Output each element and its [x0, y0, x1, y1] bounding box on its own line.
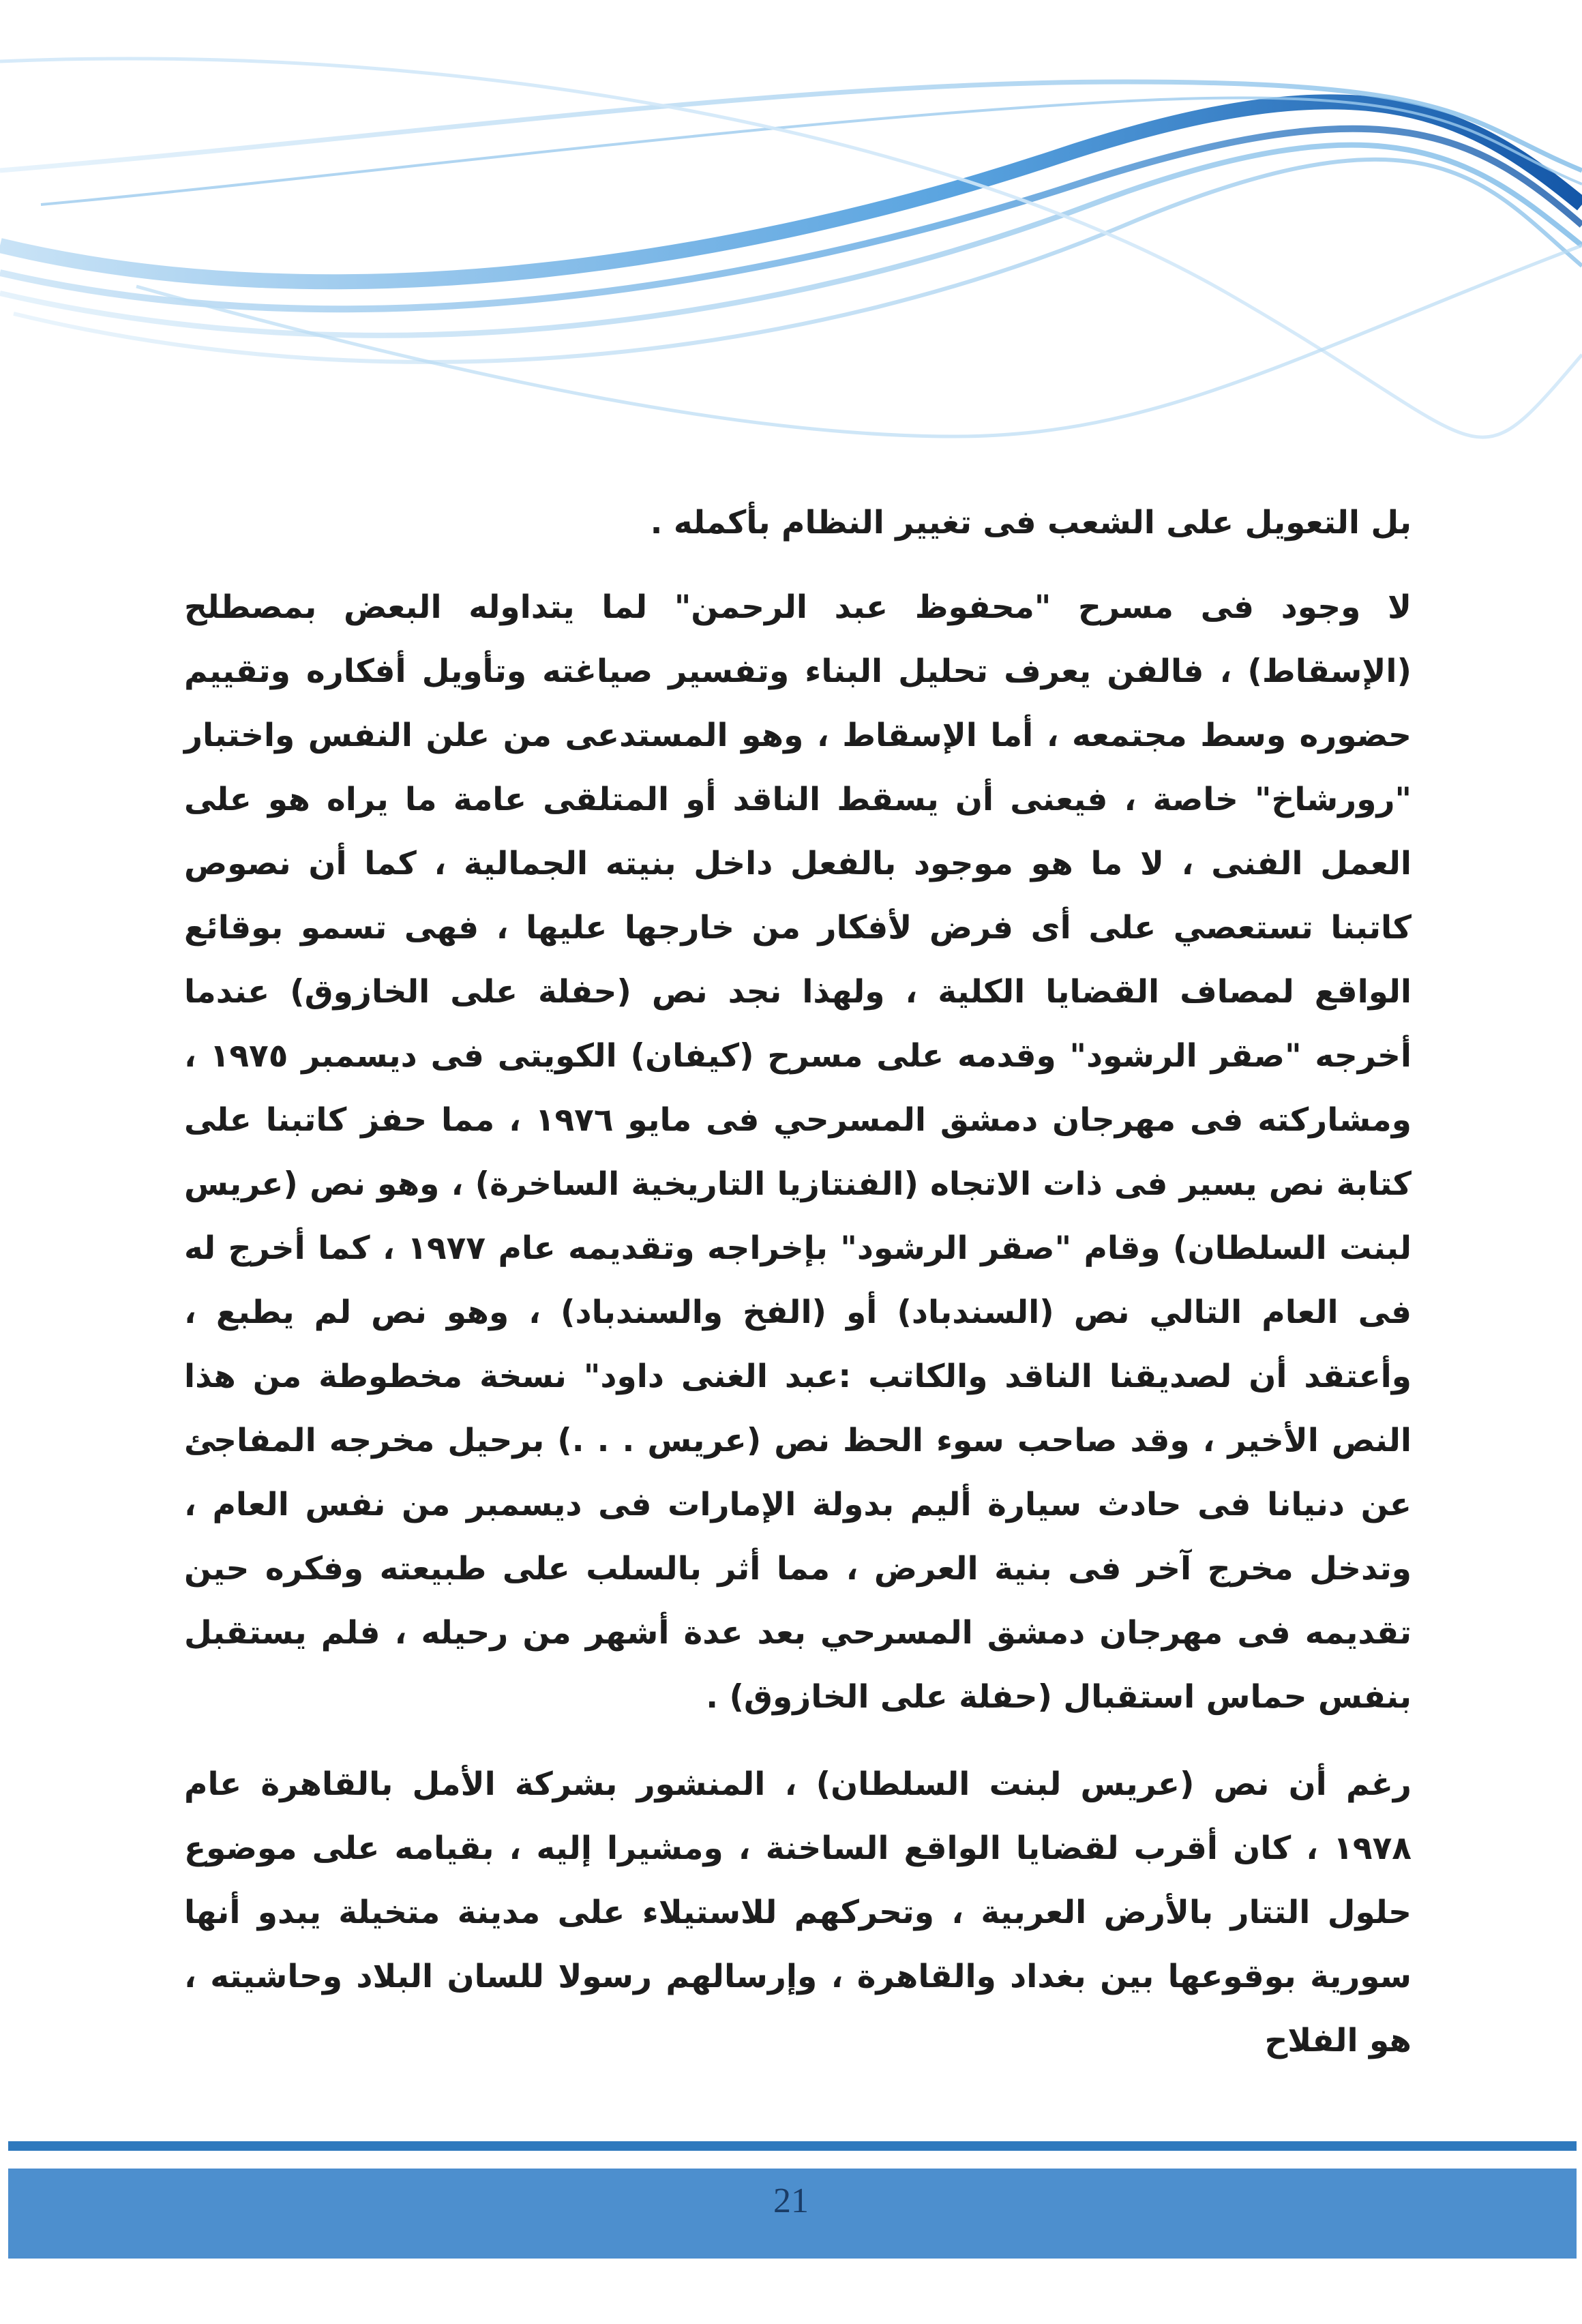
paragraph: رغم أن نص (عريس لبنت السلطان) ، المنشور بشركة الأمل بالقاهرة عام ١٩٧٨ ، كان أقرب لقضايا الواقع الساخنة ، ومشيرا إليه ، بقيامه على موضوع حلول التتار بالأرض العربية ، وتحركهم للاستيلاء على مدينة متخيلة يبدو أنها سورية بوقوعها بين بغداد والقاهرة ، وإرسالهم رسولا للسان البلاد وحاشيته ، هو الفلاح: [184, 1766, 1412, 2059]
page-number: 21: [773, 2181, 809, 2220]
wave-line: [41, 98, 1582, 205]
article-body: [184, 491, 1412, 2073]
paragraph: لا وجود فى مسرح "محفوظ عبد الرحمن" لما يتداوله البعض بمصطلح (الإسقاط) ، فالفن يعرف تحليل البناء وتفسير صياغته وتأويل أفكاره وتقييم حضوره وسط مجتمعه ، أما الإسقاط ، وهو المستدعى من علن النفس واختبار "رورشاخ" خاصة ، فيعنى أن يسقط الناقد أو المتلقى عامة ما يراه هو على العمل الفنى ، لا ما هو موجود بالفعل داخل بنيته الجمالية ، كما أن نصوص كاتبنا تستعصي على أى فرض لأفكار من خارجها عليها ، فهى تسمو بوقائع الواقع لمصاف القضايا الكلية ، ولهذا نجد نص (حفلة على الخازوق) عندما أخرجه "صقر الرشود" وقدمه على مسرح (كيفان) الكويتى فى ديسمبر ١٩٧٥ ، ومشاركته فى مهرجان دمشق المسرحي فى مايو ١٩٧٦ ، مما حفز كاتبنا على كتابة نص يسير فى ذات الاتجاه (الفنتازيا التاريخية الساخرة) ، وهو نص (عريس لبنت السلطان) وقام "صقر الرشود" بإخراجه وتقديمه عام ١٩٧٧ ، كما أخرج له فى العام التالي نص (السندباد) أو (الفخ والسندباد) ، وهو نص لم يطبع ، وأعتقد أن لصديقنا الناقد والكاتب :عبد الغنى داود" نسخة مخطوطة من هذا النص الأخير ، وقد صاحب سوء الحظ نص (عريس . . .) برحيل مخرجه المفاجئ عن دنيانا فى حادث سيارة أليم بدولة الإمارات فى ديسمبر من نفس العام ، وتدخل مخرج آخر فى بنية العرض ، مما أثر بالسلب على طبيعته وفكره حين تقديمه فى مهرجان دمشق المسرحي بعد عدة أشهر من رحيله ، فلم يستقبل بنفس حماس استقبال (حفلة على الخازوق) .: [184, 589, 1412, 1716]
paragraph: بل التعويل على الشعب فى تغيير النظام بأكمله .: [650, 504, 1412, 541]
wave-line: [0, 59, 1582, 437]
decorative-wave-header: [0, 0, 1582, 477]
footer-divider-line: [8, 2141, 1577, 2151]
